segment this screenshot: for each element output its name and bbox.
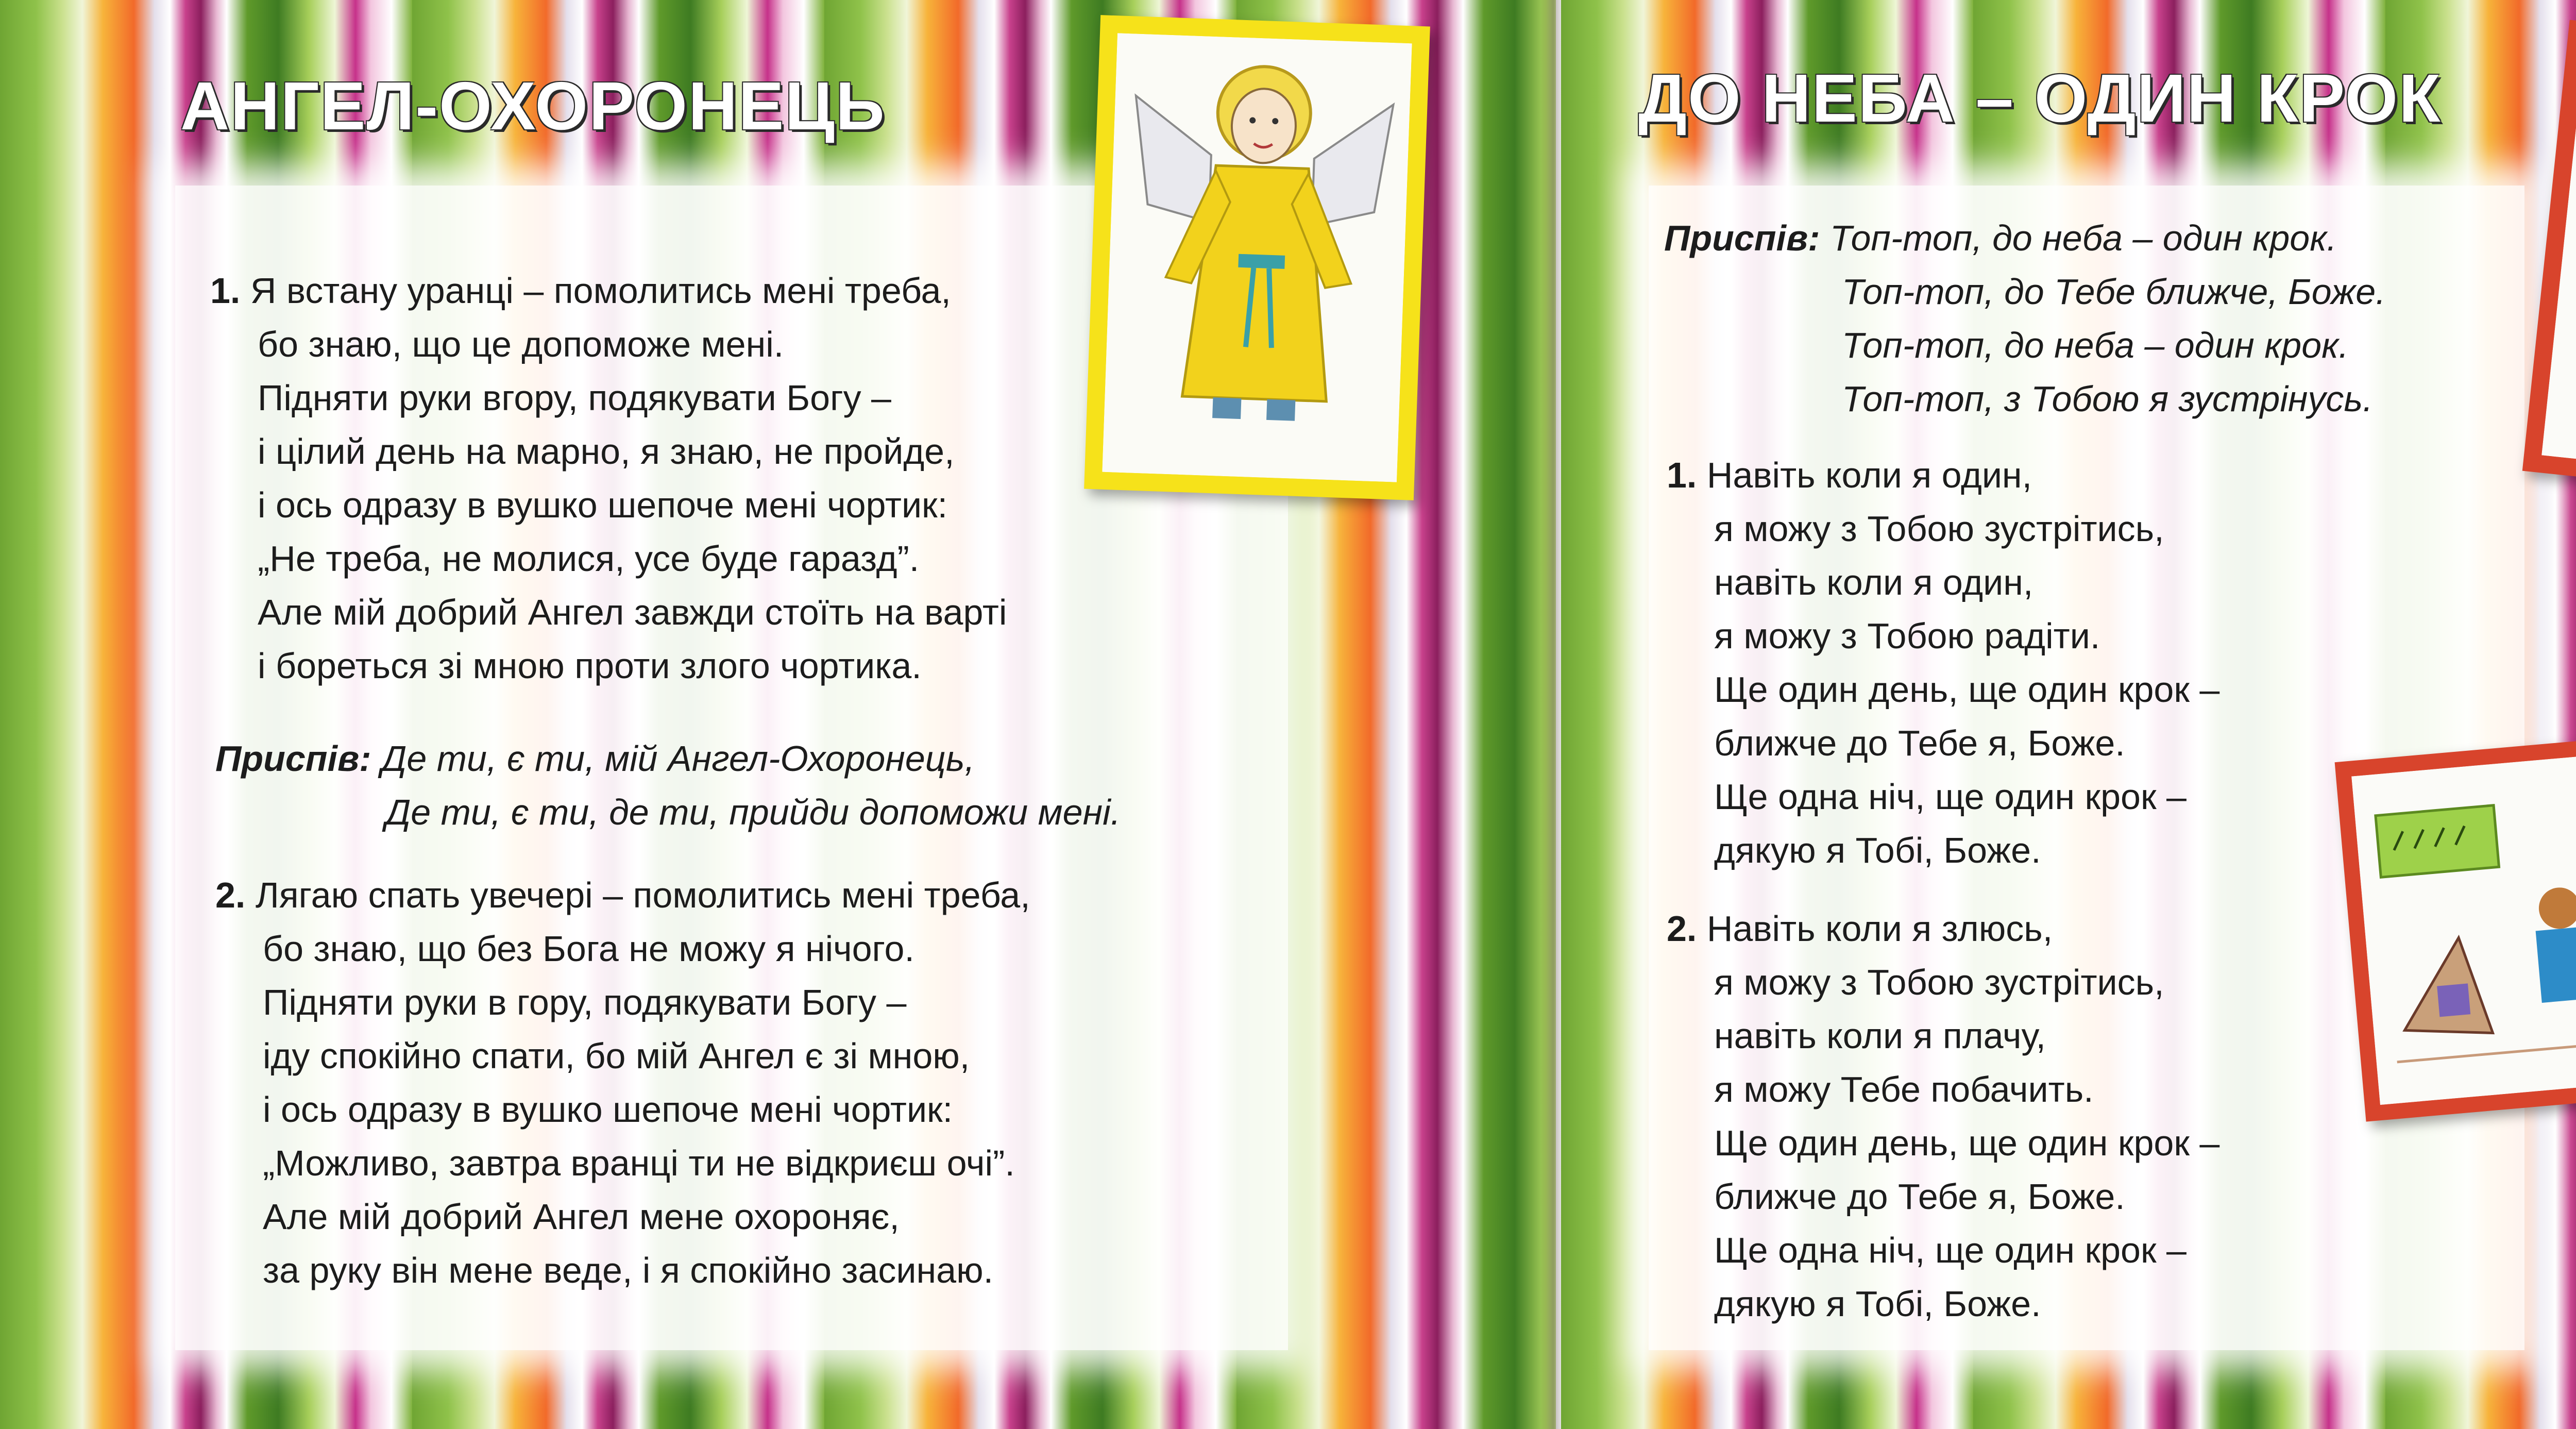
classroom-drawing-image xyxy=(2351,730,2576,1105)
verse-line: дякую я Тобі, Боже. xyxy=(1714,1284,2041,1324)
verse-line: ближче до Тебе я, Боже. xyxy=(1714,1176,2125,1217)
angel-drawing-image xyxy=(1102,33,1412,482)
verse-line: і бореться зі мною проти злого чортика. xyxy=(258,646,922,686)
angel-drawing-icon xyxy=(1084,15,1430,500)
verse-line: Я встану уранці – помолитись мені треба, xyxy=(250,271,951,311)
verse-line: бо знаю, що це допоможе мені. xyxy=(258,324,784,364)
praying-child-drawing-image xyxy=(2541,39,2576,486)
right-page xyxy=(1561,0,2576,1429)
right-chorus xyxy=(1664,211,2386,426)
verse-line: Але мій добрий Ангел завжди стоїть на варті xyxy=(258,592,1007,632)
chorus-line: Топ-топ, до неба – один крок. xyxy=(1842,325,2349,365)
chorus-line: Топ-топ, з Тобою я зустрінусь. xyxy=(1842,379,2373,419)
verse-line: Ще одна ніч, ще один крок – xyxy=(1714,777,2187,817)
left-chorus xyxy=(215,732,1121,839)
right-page-title: ДО НЕБА – ОДИН КРОК xyxy=(1638,60,2442,136)
verse-line: навіть коли я плачу, xyxy=(1714,1016,2046,1056)
verse-line: і ось одразу в вушко шепоче мені чортик: xyxy=(258,485,948,525)
verse-line: і ось одразу в вушко шепоче мені чортик: xyxy=(263,1089,953,1130)
verse-line: Навіть коли я злюсь, xyxy=(1706,909,2053,949)
verse-line: навіть коли я один, xyxy=(1714,562,2033,602)
verse-line: Підняти руки вгору, подякувати Богу – xyxy=(258,378,891,418)
verse-line: „Не треба, не молися, усе буде гаразд”. xyxy=(258,539,920,579)
verse-line: я можу з Тобою радіти. xyxy=(1714,616,2100,656)
verse-line: за руку він мене веде, і я спокійно засинаю. xyxy=(263,1250,994,1290)
chorus-line: Де ти, є ти, мій Ангел-Охоронець, xyxy=(381,738,975,779)
chorus-line: Де ти, є ти, де ти, прийди допоможи мені. xyxy=(385,792,1121,832)
left-verse-2 xyxy=(215,868,1030,1297)
verse-number: 1. xyxy=(1667,455,1697,495)
verse-number: 1. xyxy=(210,271,241,311)
verse-line: Ще один день, ще один крок – xyxy=(1714,669,2220,710)
left-verse-1 xyxy=(210,264,1007,693)
verse-line: ближче до Тебе я, Боже. xyxy=(1714,723,2125,763)
classroom-drawing-icon xyxy=(2335,713,2576,1121)
chorus-line: Топ-топ, до неба – один крок. xyxy=(1830,218,2337,258)
verse-line: Ще один день, ще один крок – xyxy=(1714,1123,2220,1163)
verse-line: я можу з Тобою зустрітись, xyxy=(1714,509,2164,549)
verse-number: 2. xyxy=(1667,909,1697,949)
verse-line: дякую я Тобі, Боже. xyxy=(1714,830,2041,870)
verse-line: Лягаю спать увечері – помолитись мені треба, xyxy=(255,875,1030,915)
verse-line: я можу Тебе побачить. xyxy=(1714,1069,2094,1109)
left-page-title: АНГЕЛ-ОХОРОНЕЦЬ xyxy=(180,68,886,144)
verse-line: „Можливо, завтра вранці ти не відкриєш очі”. xyxy=(263,1143,1015,1183)
right-verse-2 xyxy=(1667,902,2219,1331)
verse-line: бо знаю, що без Бога не можу я нічого. xyxy=(263,929,914,969)
verse-line: іду спокійно спати, бо мій Ангел є зі мною, xyxy=(263,1036,970,1076)
verse-line: і цілий день на марно, я знаю, не пройде, xyxy=(258,431,955,472)
verse-line: Ще одна ніч, ще один крок – xyxy=(1714,1230,2187,1270)
praying-child-drawing-icon xyxy=(2522,20,2576,506)
verse-line: Підняти руки в гору, подякувати Богу – xyxy=(263,982,907,1022)
verse-line: Але мій добрий Ангел мене охороняє, xyxy=(263,1197,900,1237)
right-verse-1 xyxy=(1667,448,2219,877)
chorus-label: Приспів: xyxy=(215,738,371,779)
chorus-label: Приспів: xyxy=(1664,218,1820,258)
chorus-line: Топ-топ, до Тебе ближче, Боже. xyxy=(1842,272,2386,312)
verse-line: Навіть коли я один, xyxy=(1706,455,2032,495)
verse-number: 2. xyxy=(215,875,246,915)
verse-line: я можу з Тобою зустрітись, xyxy=(1714,962,2164,1002)
